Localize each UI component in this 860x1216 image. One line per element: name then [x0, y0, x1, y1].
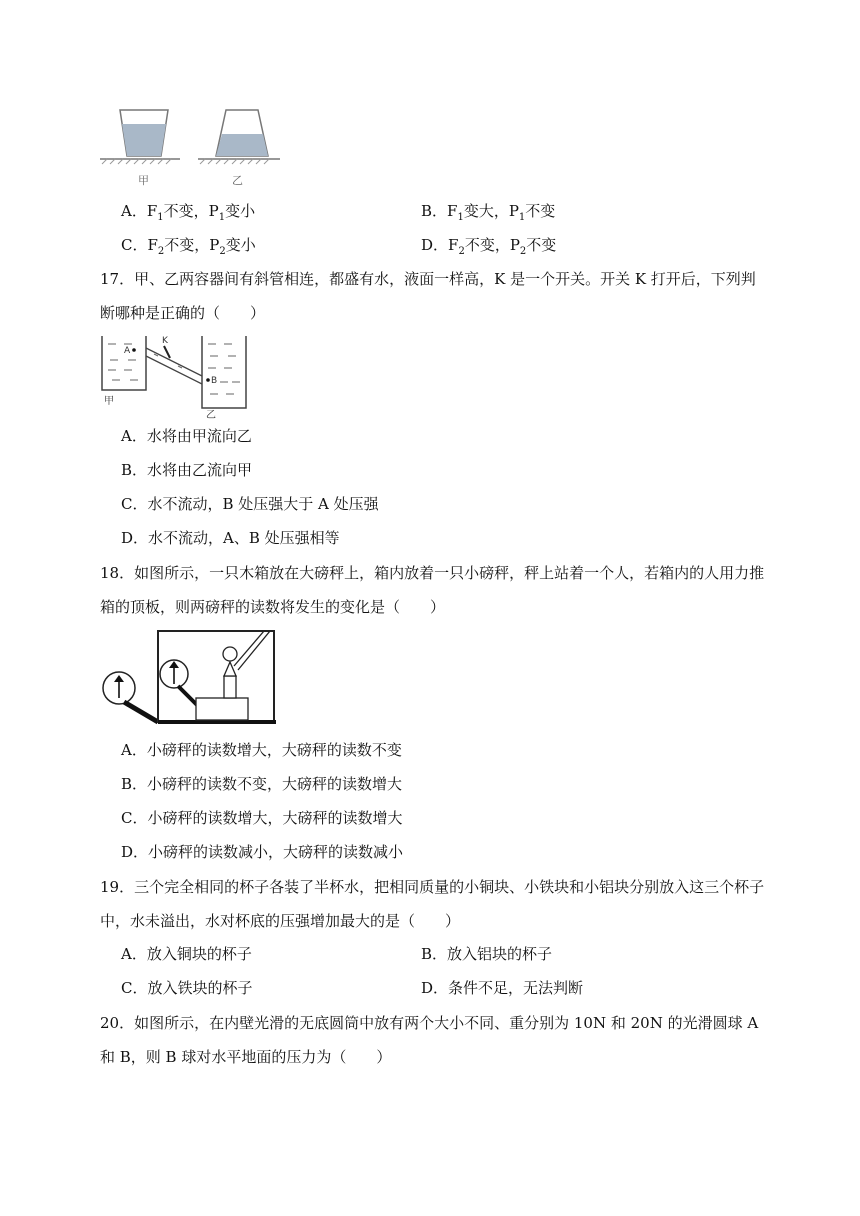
q19-option-a[interactable]: A．放入铜块的杯子 [121, 945, 252, 963]
fig17-label-a: A [124, 346, 131, 356]
fig17-label-jia: 甲 [104, 396, 114, 407]
q19-stem: 19．三个完全相同的杯子各装了半杯水，把相同质量的小铜块、小铁块和小铝块分别放入这三个杯子中，水未溢出，水对杯底的压强增加最大的是（ ） [100, 878, 765, 930]
q17-option-c[interactable]: C．水不流动，B 处压强大于 A 处压强 [121, 495, 379, 513]
fig16-label-yi: 乙 [232, 174, 243, 187]
q16-option-d[interactable]: D．$F_2$不变，$P_2$不变 [421, 236, 557, 257]
figure-q16-cups [98, 104, 288, 190]
fig16-label-jia: 甲 [138, 174, 149, 187]
q20-stem: 20．如图所示，在内壁光滑的无底圆筒中放有两个大小不同、重分别为 10N 和 20N 的光滑圆球 A 和 B，则 B 球对水平地面的压力为（ ） [100, 1014, 759, 1066]
fig17-label-b: B [211, 376, 218, 386]
q18-option-a[interactable]: A．小磅秤的读数增大，大磅秤的读数不变 [121, 741, 402, 759]
q17-option-d[interactable]: D．水不流动，A、B 处压强相等 [121, 529, 340, 547]
q17-stem: 17．甲、乙两容器间有斜管相连，都盛有水，液面一样高，K 是一个开关。开关 K 打开后，下列判断哪种是正确的（ ） [100, 270, 756, 322]
q18-option-d[interactable]: D．小磅秤的读数减小，大磅秤的读数减小 [121, 843, 404, 861]
figure-q18-scales-box [98, 626, 280, 726]
figure-q17-connected-containers [98, 330, 258, 420]
fig17-label-k: K [162, 336, 168, 346]
q19-option-c[interactable]: C．放入铁块的杯子 [121, 979, 253, 997]
q19-option-b[interactable]: B．放入铝块的杯子 [421, 945, 553, 963]
q18-option-b[interactable]: B．小磅秤的读数不变，大磅秤的读数增大 [121, 775, 403, 793]
q18-option-c[interactable]: C．小磅秤的读数增大，大磅秤的读数增大 [121, 809, 403, 827]
q18-stem: 18．如图所示，一只木箱放在大磅秤上，箱内放着一只小磅秤，秤上站着一个人，若箱内的人用力推箱的顶板，则两磅秤的读数将发生的变化是（ ） [100, 564, 765, 616]
q16-option-a[interactable]: A．$F_1$不变，$P_1$变小 [121, 202, 256, 223]
q19-option-d[interactable]: D．条件不足，无法判断 [421, 979, 584, 997]
q16-option-b[interactable]: B．$F_1$变大，$P_1$不变 [421, 202, 556, 223]
q17-option-a[interactable]: A．水将由甲流向乙 [121, 427, 252, 445]
q17-option-b[interactable]: B．水将由乙流向甲 [121, 461, 253, 479]
fig17-label-yi: 乙 [206, 410, 216, 420]
q16-option-c[interactable]: C．$F_2$不变，$P_2$变小 [121, 236, 256, 257]
